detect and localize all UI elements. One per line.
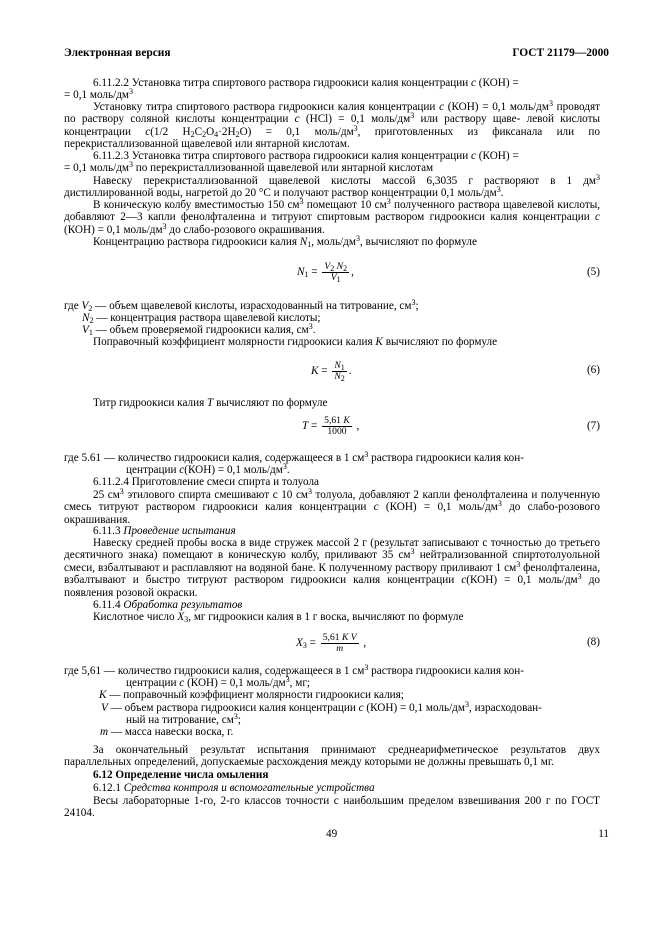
where-m: m — масса навески воска, г. — [100, 726, 234, 738]
section-6-11-3-heading: 6.11.3 Проведение испытания — [93, 525, 236, 537]
paragraph: Навеску перекристаллизованной щавелевой кислоты массой 6,3035 г растворяют в 1 $дм^3$ дистиллированной воды, нагретой до 20 °С и получают раствор концентрации 0,1 моль/$дм^3$. — [64, 173, 600, 200]
where-5-61-cont: центрации c (КОН) = 0,1 моль/$дм^3$, мг; — [126, 675, 311, 689]
where-5-61: где 5,61 — количество гидроокиси калия, содержащееся в 1 $см^3$ раствора гидроокиси калия кон- — [64, 663, 524, 677]
where-5-61: где 5.61 — количество гидроокиси калия, содержащееся в 1 $см^3$ раствора гидроокиси калия кон- — [64, 450, 524, 464]
paragraph: За окончательный результат испытания принимают среднеарифметическое результатов двух параллельных определений, допускаемые расхождения между которыми не должны превышать 0,1 мг. — [64, 744, 600, 769]
paragraph: Весы лабораторные 1-го, 2-го классов точности с наибольшим пределом взвешивания 200 г по ГОСТ 24104. — [64, 795, 600, 820]
where-v: V — объем раствора гидроокиси калия концентрации c (КОН) = 0,1 моль/$дм^3$, израсходован- — [101, 700, 542, 714]
where-5-61-cont: центрации c(КОН) = 0,1 моль/$дм^3$. — [126, 462, 290, 476]
section-6-12-1-heading: 6.12.1 Средства контроля и вспомогательные устройства — [93, 782, 375, 794]
sheet-number: 11 — [598, 828, 609, 840]
section-6-11-2-3-heading-cont: = 0,1 моль/$дм^3$ по перекристаллизованной щавелевой или янтарной кислотам — [64, 160, 434, 174]
section-6-11-2-3-heading: 6.11.2.3 Установка титра спиртового раствора гидроокиси калия концентрации c (КОН) = — [93, 150, 519, 162]
formula-7-number: (7) — [586, 420, 600, 432]
page-number: 49 — [326, 828, 338, 840]
paragraph: 25 $см^3$ этилового спирта смешивают с 10 $см^3$ толуола, добавляют 2 капли фенолфталеина и полученную смесь титруют раствором гидроокиси калия концентрации c (КОН) = 0,1 моль/$дм^3$ до слабо-розового окрашивания. — [64, 487, 601, 526]
where-v1: $V_1$ — объем проверяемой гидроокиси калия, $см^3$. — [82, 322, 316, 337]
formula-6-number: (6) — [586, 364, 600, 376]
where-n2: $N_2$ — концентрация раствора щавелевой кислоты; — [82, 312, 321, 325]
paragraph: Концентрацию раствора гидроокиси калия $N_1$, моль/$дм^3$, вычисляют по формуле — [93, 234, 477, 249]
formula-8-number: (8) — [586, 636, 600, 648]
where-v-cont: ный на титрование, $см^3$; — [126, 712, 241, 726]
section-6-11-2-4-heading: 6.11.2.4 Приготовление смеси спирта и толуола — [93, 476, 319, 488]
formula-5: $N_1$ = $\frac{V_2 N_2}{V_1}$ , — [297, 261, 354, 284]
paragraph: Навеску средней пробы воска в виде стружек массой 2 г (результат записывают с точностью до третьего десятичного знака) помещают в коническую колбу, приливают 35 $см^3$ нейтрализованной спиртотолуольной смеси, взбалтывают и расплавляют на водяной бане. К полученному раствору приливают 1 $см^3$ фенолфталеина, взбалтывают и быстро титруют раствором гидроокиси калия концентрации c(КОН) = 0,1 моль/$дм^3$ до появления розовой окраски. — [64, 537, 601, 599]
paragraph: Установку титра спиртового раствора гидроокиси калия концентрации c (КОН) = 0,1 моль/$дм^3$ проводят по раствору соляной кислоты концентрации c (HCl) = 0,1 моль/$дм^3$ или раствору щаве- левой кислоты концентрации c(1/2 $H_2C_2O_4\cdot 2H_2O) = 0,1$ моль/$дм^3$, приготовленных из фиксанала или по перекристаллизованной щавелевой или янтарной кислотам. — [64, 99, 601, 151]
section-6-11-2-2-heading-cont: = 0,1 моль/$дм^3$ — [64, 87, 133, 101]
paragraph: Титр гидроокиси калия T вычисляют по формуле — [93, 397, 328, 409]
section-6-12-heading: 6.12 Определение числа омыления — [93, 769, 269, 781]
header-right: ГОСТ 21179—2000 — [512, 47, 609, 59]
formula-5-number: (5) — [586, 266, 600, 278]
section-6-11-2-2-heading: 6.11.2.2 Установка титра спиртового раствора гидроокиси калия концентрации c (КОН) = — [93, 77, 519, 89]
where-v2: где $V_2$ — объем щавелевой кислоты, израсходованный на титрование, $см^3$; — [64, 298, 419, 313]
paragraph: В коническую колбу вместимостью 150 $см^3$ помещают 10 $см^3$ полученного раствора щавелевой кислоты, добавляют 2—3 капли фенолфталеина и титруют спиртовым раствором гидроокиси калия концентрации c (КОН) = 0,1 моль/$дм^3$ до слабо-розового окрашивания. — [64, 197, 601, 236]
paragraph: Поправочный коэффициент молярности гидроокиси калия K вычисляют по формуле — [93, 336, 498, 348]
formula-6: K = $\frac{N_1}{N_2}$ . — [311, 360, 352, 383]
paragraph: Кислотное число $X_3$, мг гидроокиси калия в 1 г воска, вычисляют по формуле — [93, 611, 464, 624]
section-6-11-4-heading: 6.11.4 Обработка результатов — [93, 599, 243, 611]
where-k: K — поправочный коэффициент молярности гидроокиси калия; — [99, 689, 404, 701]
header-left: Электронная версия — [64, 47, 171, 59]
formula-8: $X_3$ = $\frac{\text{5,61 K V}}{m}$ , — [296, 632, 367, 654]
formula-7: T = $\frac{5,61 K}{1000}$ , — [302, 415, 360, 437]
